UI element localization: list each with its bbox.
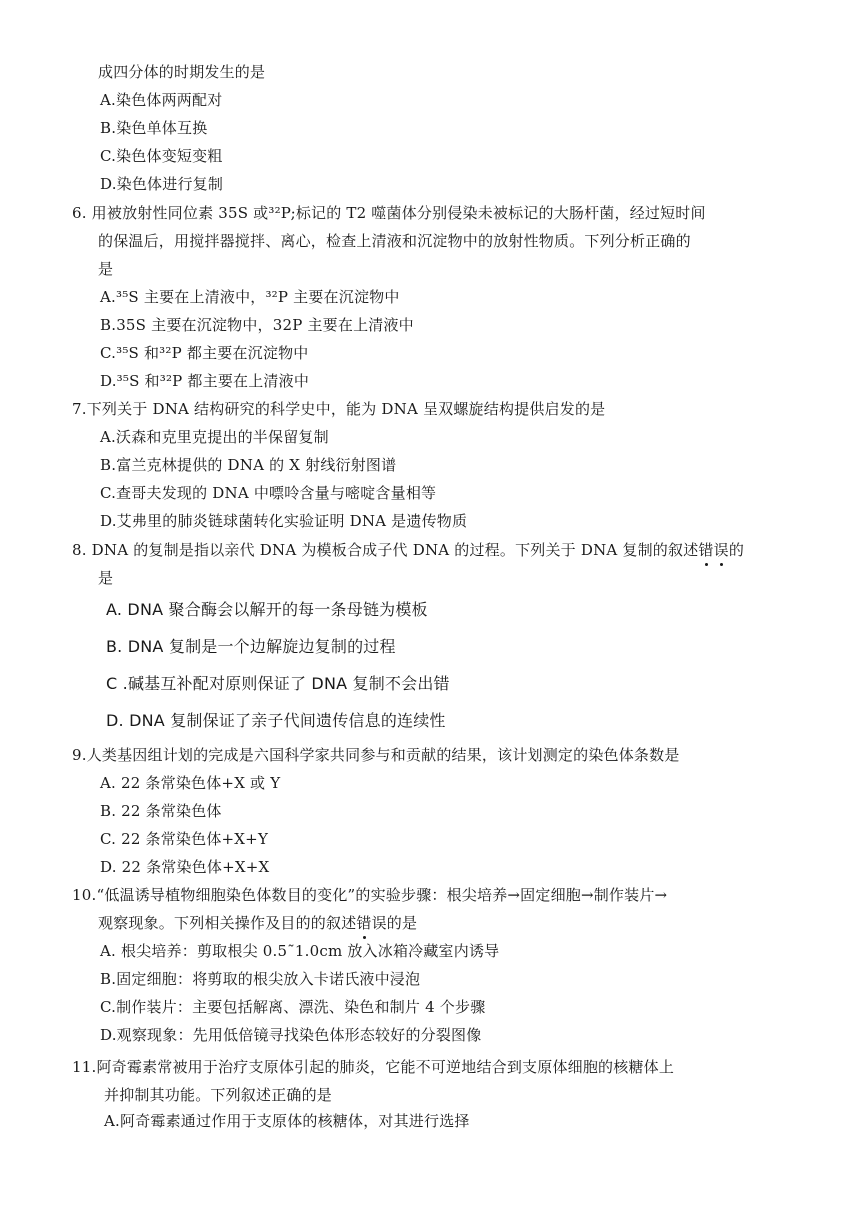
q6-stem-line1: 6. 用被放射性同位素 35S 或³²P;标记的 T2 噬菌体分别侵染未被标记的大肠杆菌，经过短时间 xyxy=(72,204,706,222)
q8-option-c: C .碱基互补配对原则保证了 DNA 复制不会出错 xyxy=(106,674,450,693)
q10-option-a: A. 根尖培养：剪取根尖 0.5˜1.0cm 放入冰箱冷藏室内诱导 xyxy=(100,942,500,960)
emphasis-dot-char: 错 xyxy=(356,914,372,932)
q6-option-d: D.³⁵S 和³²P 都主要在上清液中 xyxy=(100,372,310,390)
q8-stem-text-end: 的 xyxy=(728,541,745,559)
q9-option-d: D. 22 条常染色体+X+X xyxy=(100,858,270,876)
q10-stem-line2 xyxy=(98,913,417,933)
q10-stem-line1: 10.“低温诱导植物细胞染色体数目的变化”的实验步骤：根尖培养→固定细胞→制作装片→ xyxy=(72,886,668,904)
q6-option-c: C.³⁵S 和³²P 都主要在沉淀物中 xyxy=(100,344,309,362)
q6-option-b: B.35S 主要在沉淀物中，32P 主要在上清液中 xyxy=(100,316,414,334)
q7-option-b: B.富兰克林提供的 DNA 的 X 射线衍射图谱 xyxy=(100,456,397,474)
q6-stem-line2: 的保温后，用搅拌器搅拌、离心，检查上清液和沉淀物中的放射性物质。下列分析正确的 xyxy=(98,232,691,250)
q11-stem-line1: 11.阿奇霉素常被用于治疗支原体引起的肺炎，它能不可逆地结合到支原体细胞的核糖体上 xyxy=(72,1058,675,1076)
q9-option-b: B. 22 条常染色体 xyxy=(100,802,222,820)
q7-option-a: A.沃森和克里克提出的半保留复制 xyxy=(100,428,329,446)
q11-option-a: A.阿奇霉素通过作用于支原体的核糖体，对其进行选择 xyxy=(104,1112,470,1130)
q10-stem-text: 观察现象。下列相关操作及目的的叙述 xyxy=(98,914,357,932)
q5-option-c: C.染色体变短变粗 xyxy=(100,147,223,165)
q8-stem-text: 8. DNA 的复制是指以亲代 DNA 为模板合成子代 DNA 的过程。下列关于 DNA 复制的叙述 xyxy=(72,541,699,559)
q9-option-c: C. 22 条常染色体+X+Y xyxy=(100,830,269,848)
q10-option-d: D.观察现象：先用低倍镜寻找染色体形态较好的分裂图像 xyxy=(100,1026,482,1044)
emphasis-dot-char: 误 xyxy=(713,541,729,559)
q10-option-c: C.制作装片：主要包括解离、漂洗、染色和制片 4 个步骤 xyxy=(100,998,486,1016)
q8-stem-line1 xyxy=(72,540,744,560)
q7-option-c: C.查哥夫发现的 DNA 中嘌呤含量与嘧啶含量相等 xyxy=(100,484,437,502)
q7-stem: 7.下列关于 DNA 结构研究的科学史中，能为 DNA 呈双螺旋结构提供启发的是 xyxy=(72,400,606,418)
q6-option-a: A.³⁵S 主要在上清液中，³²P 主要在沉淀物中 xyxy=(100,288,400,306)
q5-option-b: B.染色单体互换 xyxy=(100,119,208,137)
q7-option-d: D.艾弗里的肺炎链球菌转化实验证明 DNA 是遗传物质 xyxy=(100,512,468,530)
q8-option-b: B. DNA 复制是一个边解旋边复制的过程 xyxy=(106,637,396,656)
q10-option-b: B.固定细胞：将剪取的根尖放入卡诺氏液中浸泡 xyxy=(100,970,421,988)
q5-option-a: A.染色体两两配对 xyxy=(100,91,223,109)
q5-option-d: D.染色体进行复制 xyxy=(100,175,224,193)
q8-option-d: D. DNA 复制保证了亲子代间遗传信息的连续性 xyxy=(106,711,446,730)
q11-stem-line2: 并抑制其功能。下列叙述正确的是 xyxy=(104,1086,333,1104)
q9-option-a: A. 22 条常染色体+X 或 Y xyxy=(100,774,281,792)
q6-stem-line3: 是 xyxy=(98,260,114,278)
q8-option-a: A. DNA 聚合酶会以解开的每一条母链为模板 xyxy=(106,600,428,619)
q10-stem-text-end: 误的是 xyxy=(371,914,418,932)
q9-stem: 9.人类基因组计划的完成是六国科学家共同参与和贡献的结果，该计划测定的染色体条数是 xyxy=(72,746,680,764)
q5-stem: 成四分体的时期发生的是 xyxy=(98,63,266,81)
emphasis-dot-char: 错 xyxy=(698,541,714,559)
q8-stem-line2: 是 xyxy=(98,569,114,587)
